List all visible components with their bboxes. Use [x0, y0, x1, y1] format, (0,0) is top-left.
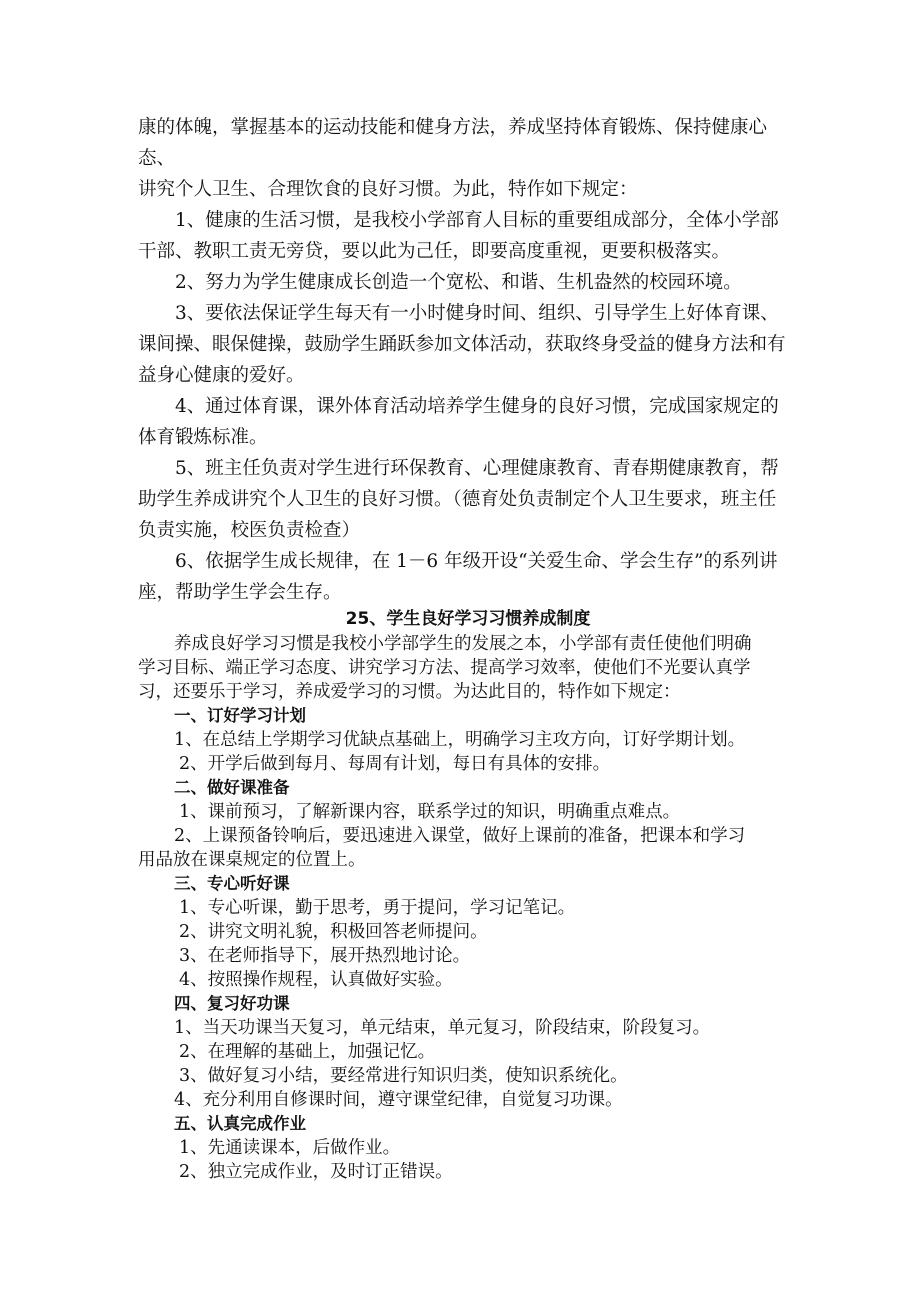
study-habits-section: [138, 606, 798, 1184]
list-item: 4、充分利用自修课时间，遵守课堂纪律，自觉复习功课。: [174, 1090, 623, 1110]
list-item: 1、课前预习，了解新课内容，联系学过的知识，明确重点难点。: [179, 802, 681, 822]
paragraph-line: 讲究个人卫生、合理饮食的良好习惯。为此，特作如下规定：: [138, 179, 638, 200]
list-item: 2、讲究文明礼貌，积极回答老师提问。: [179, 922, 488, 942]
list-item: 1、当天功课当天复习，单元结束，单元复习，阶段结束，阶段复习。: [174, 1018, 711, 1038]
heading-review-lessons: 四、复习好功课: [174, 994, 290, 1013]
list-item: 1、在总结上学期学习优缺点基础上，明确学习主攻方向，订好学期计划。: [174, 730, 746, 750]
rule-2-line: 2、努力为学生健康成长创造一个宽松、和谐、生机盎然的校园环境。: [175, 272, 742, 293]
rule-6-line: 6、依据学生成长规律，在 1－6 年级开设“关爱生命、学会生存”的系列讲: [175, 551, 778, 572]
list-item: 3、做好复习小结，要经常进行知识归类，使知识系统化。: [179, 1066, 628, 1086]
rule-5-line: 助学生养成讲究个人卫生的良好习惯。（德育处负责制定个人卫生要求，班主任: [138, 489, 777, 510]
list-item: 1、专心听课，勤于思考，勇于提问，学习记笔记。: [179, 898, 576, 918]
rule-4-line: 4、通过体育课，课外体育活动培养学生健身的良好习惯，完成国家规定的: [175, 396, 779, 417]
heading-listen-in-class: 三、专心听好课: [174, 874, 290, 893]
rule-5-line: 负责实施，校医负责检查）: [138, 520, 361, 541]
rule-6-line: 座，帮助学生学会生存。: [138, 582, 342, 603]
list-item: 1、先通读课本，后做作业。: [179, 1138, 401, 1158]
intro-line: 习，还要乐于学习，养成爱学习的习惯。为达此目的，特作如下规定：: [138, 682, 681, 702]
list-item: 2、上课预备铃响后，要迅速进入课堂，做好上课前的准备，把课本和学习: [174, 826, 746, 846]
list-item: 2、开学后做到每月、每周有计划，每日有具体的安排。: [179, 754, 611, 774]
rule-3-line: 课间操、眼保健操，鼓励学生踊跃参加文体活动，获取终身受益的健身方法和有: [138, 334, 786, 355]
list-item: 2、在理解的基础上，加强记忆。: [179, 1042, 436, 1062]
rule-5-line: 5、班主任负责对学生进行环保教育、心理健康教育、青春期健康教育，帮: [175, 458, 779, 479]
rule-3-line: 3、要依法保证学生每天有一小时健身时间、组织、引导学生上好体育课、: [175, 303, 779, 324]
intro-line: 养成良好学习习惯是我校小学部学生的发展之本，小学部有责任使他们明确: [174, 634, 752, 654]
heading-study-plan: 一、订好学习计划: [174, 706, 306, 725]
health-rules-section: [138, 112, 798, 608]
heading-homework: 五、认真完成作业: [174, 1114, 306, 1133]
rule-4-line: 体育锻炼标准。: [138, 427, 268, 448]
paragraph-line: 康的体魄，掌握基本的运动技能和健身方法，养成坚持体育锻炼、保持健康心态、: [138, 117, 768, 169]
heading-class-preparation: 二、做好课准备: [174, 778, 290, 797]
section-title: 25、学生良好学习习惯养成制度: [345, 609, 591, 629]
rule-3-line: 益身心健康的爱好。: [138, 365, 305, 386]
list-item-continuation: 用品放在课桌规定的位置上。: [138, 850, 366, 870]
list-item: 2、独立完成作业，及时订正错误。: [179, 1162, 453, 1182]
list-item: 4、按照操作规程，认真做好实验。: [179, 970, 453, 990]
list-item: 3、在老师指导下，展开热烈地讨论。: [179, 946, 471, 966]
rule-1-line: 干部、教职工责无旁贷，要以此为己任，即要高度重视，更要积极落实。: [138, 241, 731, 262]
intro-line: 学习目标、端正学习态度、讲究学习方法、提高学习效率，使他们不光要认真学: [138, 658, 751, 678]
rule-1-line: 1、健康的生活习惯，是我校小学部育人目标的重要组成部分，全体小学部: [175, 210, 779, 231]
